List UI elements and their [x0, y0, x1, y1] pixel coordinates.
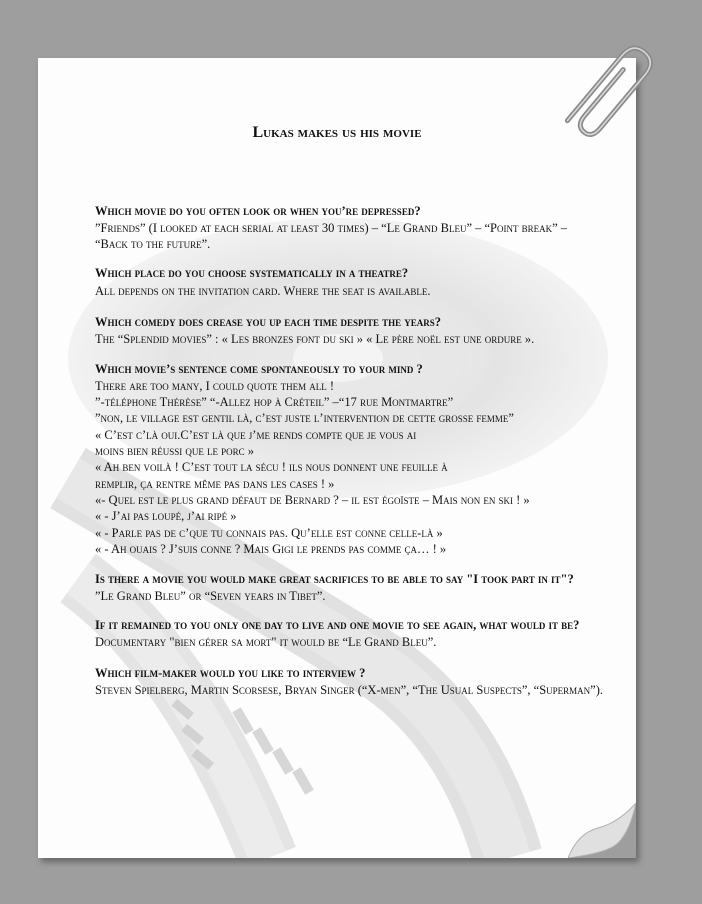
question-7: Which film-maker would you like to interview ? — [95, 666, 366, 680]
answer-3-line-1: The “Splendid movies” : « Les bronzes font du ski » « Le père noël est une ordure ». — [95, 332, 535, 346]
answer-4-line-11: « - Ah ouais ? J’suis conne ? Mais Gigi le prends pas comme ça… ! » — [95, 542, 447, 556]
question-1: Which movie do you often look or when you’re depressed? — [95, 204, 421, 218]
question-2: Which place do you choose systematically in a theatre? — [95, 266, 409, 280]
answer-4-line-5: moins bien réussi que le porc » — [95, 444, 255, 458]
answer-1-line-1: ”Friends” (I looked at each serial at least 30 times) – “Le Grand Bleu” – “Point break” – — [95, 221, 568, 235]
question-6: If it remained to you only one day to live and one movie to see again, what would it be? — [95, 618, 580, 632]
answer-4-line-2: ”-téléphone Thérèse” “-Allez hop à Créteil” –“17 rue Montmartre” — [95, 395, 454, 409]
answer-4-line-3: ”non, le village est gentil là, c’est juste l’intervention de cette grosse femme” — [95, 411, 514, 425]
answer-4-line-7: remplir, ça rentre même pas dans les cases ! » — [95, 477, 335, 491]
page-curl — [568, 803, 636, 858]
answer-4-line-6: « Ah ben voilà ! C’est tout la sécu ! ils nous donnent une feuille à — [95, 460, 448, 474]
question-4: Which movie’s sentence come spontaneously to your mind ? — [95, 362, 423, 376]
answer-2-line-1: All depends on the invitation card. Where the seat is available. — [95, 284, 431, 298]
answer-4-line-10: « - Parle pas de c’que tu connais pas. Qu’elle est conne celle-là » — [95, 526, 443, 540]
answer-5-line-1: ”Le Grand Bleu” or “Seven years in Tibet”. — [95, 589, 326, 603]
answer-4-line-9: « - J’ai pas loupé, j’ai ripé » — [95, 509, 237, 523]
question-3: Which comedy does crease you up each time despite the years? — [95, 315, 442, 329]
question-5: Is there a movie you would make great sacrifices to be able to say "I took part in it"? — [95, 572, 574, 586]
answer-4-line-8: «- Quel est le plus grand défaut de Bernard ? – il est égoïste – Mais non en ski ! » — [95, 493, 530, 507]
answer-1-line-2: “Back to the future”. — [95, 237, 211, 251]
paper-sheet — [38, 58, 636, 858]
answer-4-line-1: There are too many, I could quote them all ! — [95, 379, 335, 393]
answer-6-line-1: Documentary "bien gérer sa mort" it would be “Le Grand Bleu”. — [95, 635, 437, 649]
answer-4-line-4: « C’est c’là oui.C’est là que j’me rends compte que je vous ai — [95, 428, 417, 442]
page-title: Lukas makes us his movie — [252, 124, 422, 141]
answer-7-line-1: Steven Spielberg, Martin Scorsese, Bryan Singer (“X-men”, “The Usual Suspects”, “Superman”). — [95, 683, 603, 697]
paperclip-icon — [556, 32, 666, 152]
